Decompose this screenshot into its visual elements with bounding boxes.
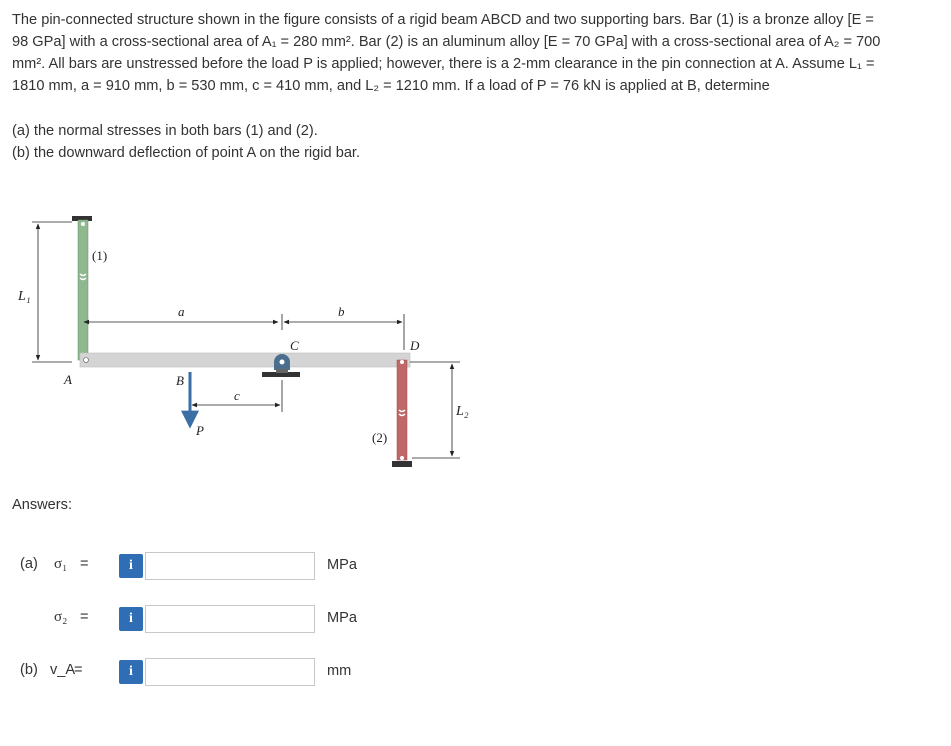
answers-heading: Answers: [12,497,73,513]
answer-row-va [0,656,520,688]
sigma1-symbol: σ₁ [54,556,68,572]
label-c-point: C [290,338,299,353]
sigma2-input[interactable] [145,605,315,633]
label-b-point: B [176,373,184,388]
sigma1-equals: = [80,556,89,572]
sigma1-input[interactable] [145,552,315,580]
label-l1: L₁ [18,289,31,304]
label-a: a [178,304,185,319]
bar-1 [72,216,107,362]
dimension-b [282,304,404,350]
label-bar-2: (2) [372,430,388,445]
problem-line-2: 98 GPa] with a cross-sectional area of A₁ = 280 mm². Bar (2) is an aluminum alloy [E = 70 GPa] with a cross-sectional area of A₂ = 700 [12,34,881,50]
sigma2-equals: = [80,609,89,625]
va-equals: = [74,662,83,678]
label-p: P [196,423,204,438]
structure-figure [0,200,500,480]
rigid-beam [80,353,410,367]
part-b-text: (b) the downward deflection of point A on the rigid bar. [12,145,361,161]
problem-line-3: mm². All bars are unstressed before the load P is applied; however, there is a 2-mm clearance in the pin connection at A. Assume L₁ = [12,56,875,72]
dimension-l1 [17,222,72,362]
sigma1-unit: MPa [327,557,358,573]
va-input[interactable] [145,658,315,686]
answer-row-sigma2 [0,603,520,635]
dimension-l2 [410,362,469,458]
label-bar-1: (1) [92,248,108,263]
dimension-c [192,380,282,412]
label-c: c [234,388,240,403]
problem-line-1: The pin-connected structure shown in the figure consists of a rigid beam ABCD and two supporting bars. Bar (1) is a bronze alloy [E = [12,12,874,28]
part-a-text: (a) the normal stresses in both bars (1) and (2). [12,123,318,139]
label-l2: L₂ [456,404,469,419]
va-unit: mm [327,663,352,679]
label-d-point: D [410,338,420,353]
info-icon[interactable]: i [119,554,143,578]
problem-line-4: 1810 mm, a = 910 mm, b = 530 mm, c = 410 mm, and L₂ = 1210 mm. If a load of P = 76 kN is applied at B, determine [12,78,770,94]
label-a-point: A [64,372,72,387]
va-symbol: v_A [50,662,76,678]
sigma2-unit: MPa [327,610,358,626]
answer-part-a-label: (a) [20,556,38,572]
dimension-a [84,304,278,322]
problem-statement [12,9,937,97]
answer-row-sigma1 [0,550,520,582]
answer-part-b-label: (b) [20,662,38,678]
info-icon[interactable]: i [119,660,143,684]
label-b: b [338,304,345,319]
info-icon[interactable]: i [119,607,143,631]
sigma2-symbol: σ₂ [54,609,68,625]
problem-parts [12,120,360,164]
